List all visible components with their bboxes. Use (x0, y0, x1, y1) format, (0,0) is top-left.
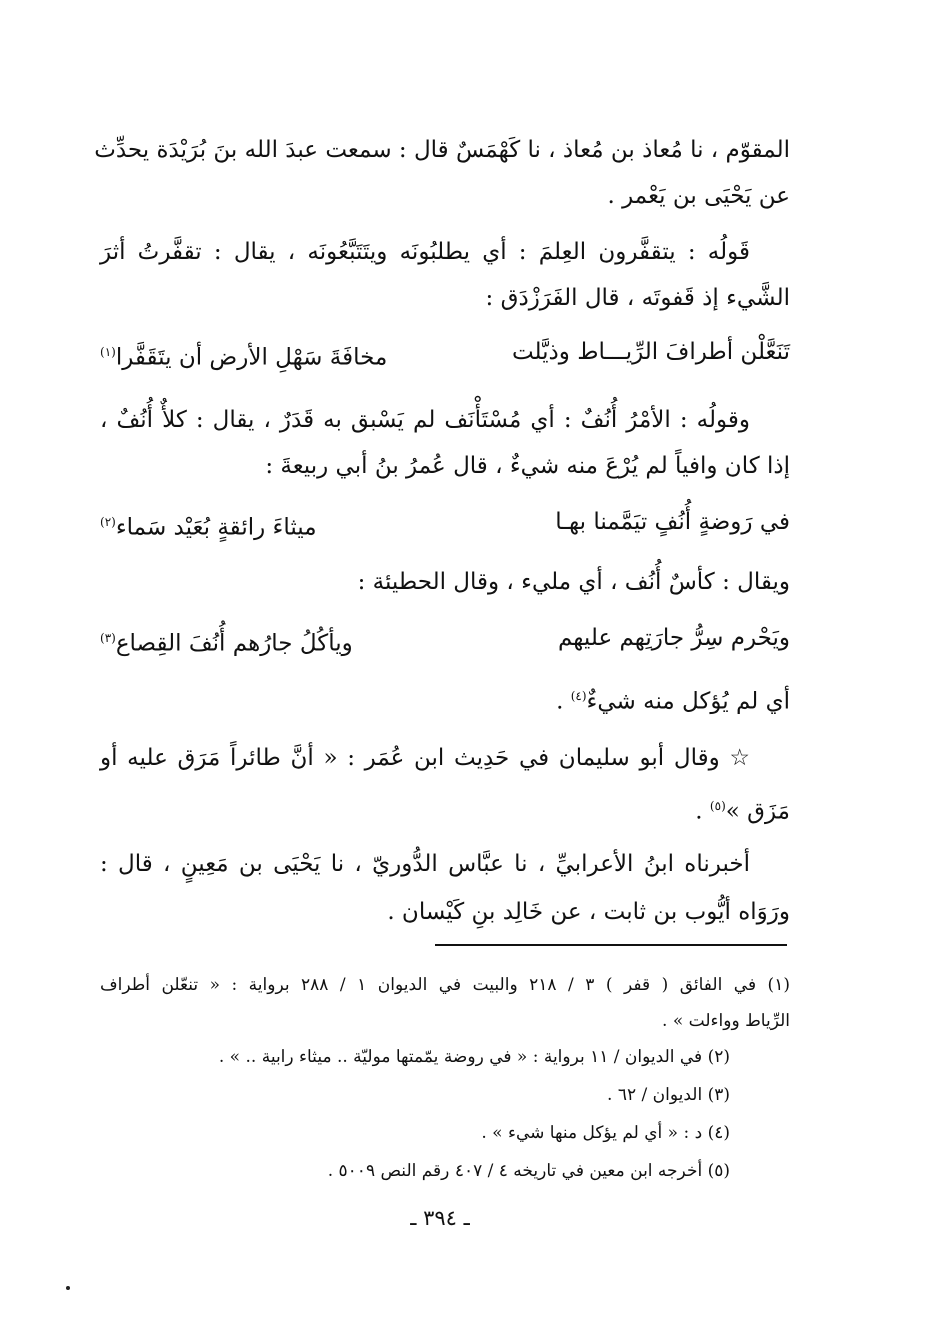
verse-second-hemistich-text: ميثاءَ رائقةٍ بُعَيْد سَماء (115, 514, 317, 541)
footnote-line: (٥) أخرجه ابن معين في تاريخه ٤ / ٤٠٧ رقم النص ٥٠٠٩ . (327, 1161, 730, 1181)
text-line: إذا كان وافياً لم يُرْعَ منه شيءٌ ، قال عُمرُ بنُ أبي ربيعةَ : (265, 453, 790, 479)
verse-first-hemistich: تَنَعَّلْن أطرافَ الرِّيـــاط وذيَّلت (511, 339, 790, 365)
footnote-marker: (٥) (709, 799, 726, 813)
text-line (100, 784, 790, 828)
footnote-line: (١) في الفائق ( قفر ) ٣ / ٢١٨ والبيت في الديوان ١ / ٢٨٨ برواية : « تنعّلن أطراف (100, 975, 790, 995)
text-line: وقولُه : الأمْرُ أُنُفٌ : أي مُسْتَأْنَف لم يَسْبق به قَدَرٌ ، يقال : كلأٌ أُنُفٌ ، (100, 407, 750, 433)
text-line: عن يَحْيَى بن يَعْمر . (607, 183, 790, 209)
poem-verse (100, 500, 790, 544)
text-line: ورَوَاه أيُّوب بن ثابت ، عن خَالِد بنِ كَيْسان . (387, 899, 790, 925)
text-segment: أي لم يُؤكل منه شيءٌ (586, 688, 790, 715)
footnote-line: الرِّياط وواءلت » . (662, 1011, 790, 1031)
text-line: ويقال : كأسٌ أُنُف ، أي مليء ، وقال الحطيئة : (357, 569, 790, 595)
verse-second-hemistich-text: ويأكُلُ جارُهم أُنُفَ القِصاع (115, 630, 353, 657)
poem-verse (100, 330, 790, 374)
text-line: الشَّيء إذ قَفوتَه ، قال الفَرَزْدَق : (485, 285, 790, 311)
text-line: أخبرناه ابنُ الأعرابيِّ ، نا عبَّاس الدُّوريّ ، نا يَحْيَى بن مَعِينٍ ، قال : (100, 851, 750, 877)
footnote-separator (435, 944, 787, 946)
text-segment: . (695, 798, 710, 825)
verse-second-hemistich (100, 500, 317, 544)
footnote-line: (٣) الديوان / ٦٢ . (607, 1085, 730, 1105)
text-line (100, 674, 790, 718)
footnote-line: (٤) د : « أي لم يؤكل منها شيء » . (481, 1123, 730, 1143)
footnote-marker: (١) (100, 345, 116, 359)
verse-first-hemistich: ويَحْرم سِرُّ جارَتِهم عليهم (557, 625, 790, 651)
verse-first-hemistich: في رَوضةٍ أُنُفٍ تيَمَّمنا بهـا (555, 509, 790, 535)
text-line: المقوّم ، نا مُعاذ بن مُعاذ ، نا كَهْمَسٌ قال : سمعت عبدَ الله بنَ بُرَيْدَة يحدِّث (94, 137, 790, 163)
poem-verse (100, 616, 790, 660)
footnote-marker: (٢) (100, 515, 116, 529)
text-segment: مَزَق » (725, 798, 790, 825)
scan-speck (66, 1286, 70, 1290)
footnote-marker: (٤) (570, 689, 587, 703)
verse-second-hemistich (100, 616, 353, 660)
footnote-line: (٢) في الديوان / ١١ برواية : « في روضة يمّمتها موليّة .. ميثاء رابية .. » . (218, 1047, 730, 1067)
text-segment: . (556, 688, 571, 715)
footnote-marker: (٣) (100, 631, 116, 645)
verse-second-hemistich (100, 330, 387, 374)
text-line: قَولُه : يتقفَّرون العِلمَ : أي يطلبُونَه ويتَتَبَّعُونَه ، يقال : تقفَّرتُ أثرَ (100, 239, 750, 265)
text-line: ☆ وقال أبو سليمان في حَدِيث ابن عُمَر : « أنَّ طائراً مَرَق عليه أو (100, 745, 750, 771)
verse-second-hemistich-text: مخافَةَ سَهْلِ الأرض أن يتَقَفَّرا (115, 344, 388, 371)
page-number: ـ ٣٩٤ ـ (410, 1206, 470, 1230)
